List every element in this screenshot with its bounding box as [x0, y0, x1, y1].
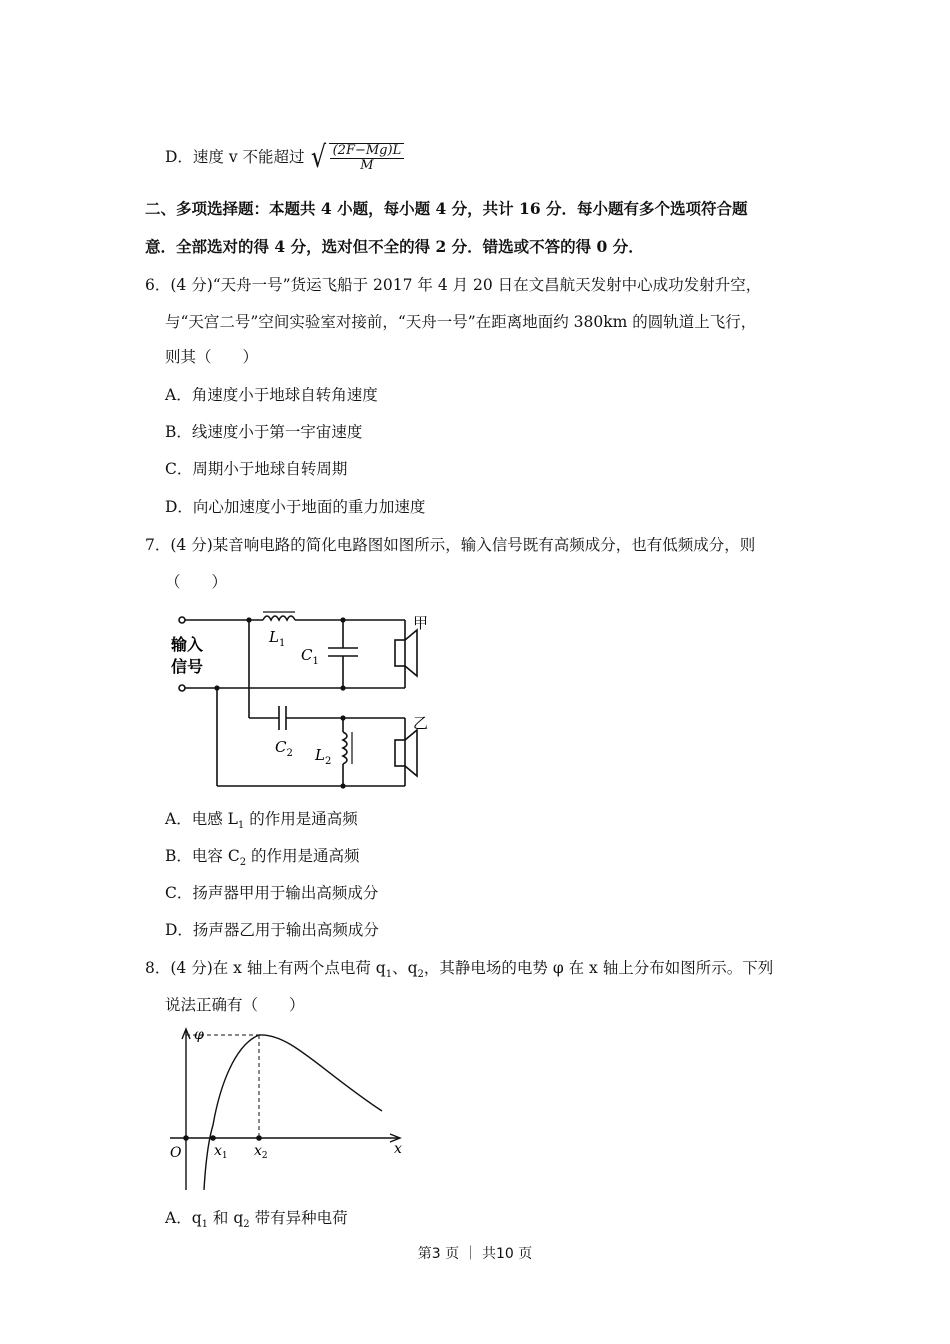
c1-label: $C_1$ — [301, 646, 319, 667]
section-heading-line1: 二、多项选择题：本题共 4 小题，每小题 4 分，共计 16 分．每小题有多个选项符合题 — [145, 199, 748, 218]
speaker-yi-label: 乙 — [413, 714, 429, 732]
x-axis-label: x — [394, 1141, 402, 1157]
q8-option-a[interactable]: A．$q_1$ 和 $q_2$ 带有异种电荷 — [165, 1209, 348, 1231]
q7-option-a[interactable]: A．电感 $L_1$ 的作用是通高频 — [165, 810, 358, 832]
page-footer: 第3 页 ｜ 共10 页 — [417, 1246, 533, 1262]
input-label-1: 输入 — [171, 635, 204, 654]
q6-stem-line1: 6．(4 分)“天舟一号”货运飞船于 2017 年 4 月 20 日在文昌航天发射中心成功发射升空， — [145, 276, 762, 294]
l2-label: $L_2$ — [315, 746, 332, 767]
q8-stem-line2: 说法正确有（ ） — [165, 996, 305, 1014]
potential-curve — [204, 1035, 382, 1190]
x1-label: $x_1$ — [214, 1143, 228, 1161]
c2-label: $C_2$ — [275, 738, 293, 759]
q7-stem-line1: 7．(4 分)某音响电路的简化电路图如图所示，输入信号既有高频成分，也有低频成分，则 — [145, 536, 756, 554]
input-label-2: 信号 — [171, 657, 204, 676]
q6-stem-line3: 则其（ ） — [165, 348, 259, 366]
section-heading-line2: 意．全部选对的得 4 分，选对但不全的得 2 分．错选或不答的得 0 分． — [145, 237, 644, 256]
q7-option-d[interactable]: D．扬声器乙用于输出高频成分 — [165, 921, 379, 939]
l1-label: $L_1$ — [269, 628, 286, 649]
x2-label: $x_2$ — [254, 1143, 268, 1161]
sqrt-expression: √ $\frac{(2F-Mg)L}{M}$ — [309, 142, 404, 174]
potential-graph — [160, 1025, 420, 1195]
speaker-jia-label: 甲 — [413, 614, 429, 632]
circuit-diagram — [165, 606, 445, 791]
q7-option-b[interactable]: B．电容 $C_2$ 的作用是通高频 — [165, 847, 360, 869]
origin-label: O — [170, 1145, 182, 1161]
q8-stem-line1: 8．(4 分)在 x 轴上有两个点电荷 $q_1$、$q_2$，其静电场的电势 φ 在 x 轴上分布如图所示。下列 — [145, 959, 774, 981]
q6-option-b[interactable]: B．线速度小于第一宇宙速度 — [165, 423, 363, 441]
q6-stem-line2: 与“天宫二号”空间实验室对接前，“天舟一号”在距离地面约 380km 的圆轨道上飞行， — [165, 313, 757, 331]
q6-option-d[interactable]: D．向心加速度小于地面的重力加速度 — [165, 498, 426, 516]
phi-axis-label: φ — [194, 1027, 204, 1043]
q6-option-c[interactable]: C．周期小于地球自转周期 — [165, 460, 348, 478]
q7-option-c[interactable]: C．扬声器甲用于输出高频成分 — [165, 884, 379, 902]
q6-option-a[interactable]: A．角速度小于地球自转角速度 — [165, 386, 378, 404]
q7-stem-line2: （ ） — [165, 573, 228, 591]
q5-option-d: D．速度 v 不能超过 √ $\frac{(2F-Mg)L}{M}$ — [165, 142, 404, 174]
